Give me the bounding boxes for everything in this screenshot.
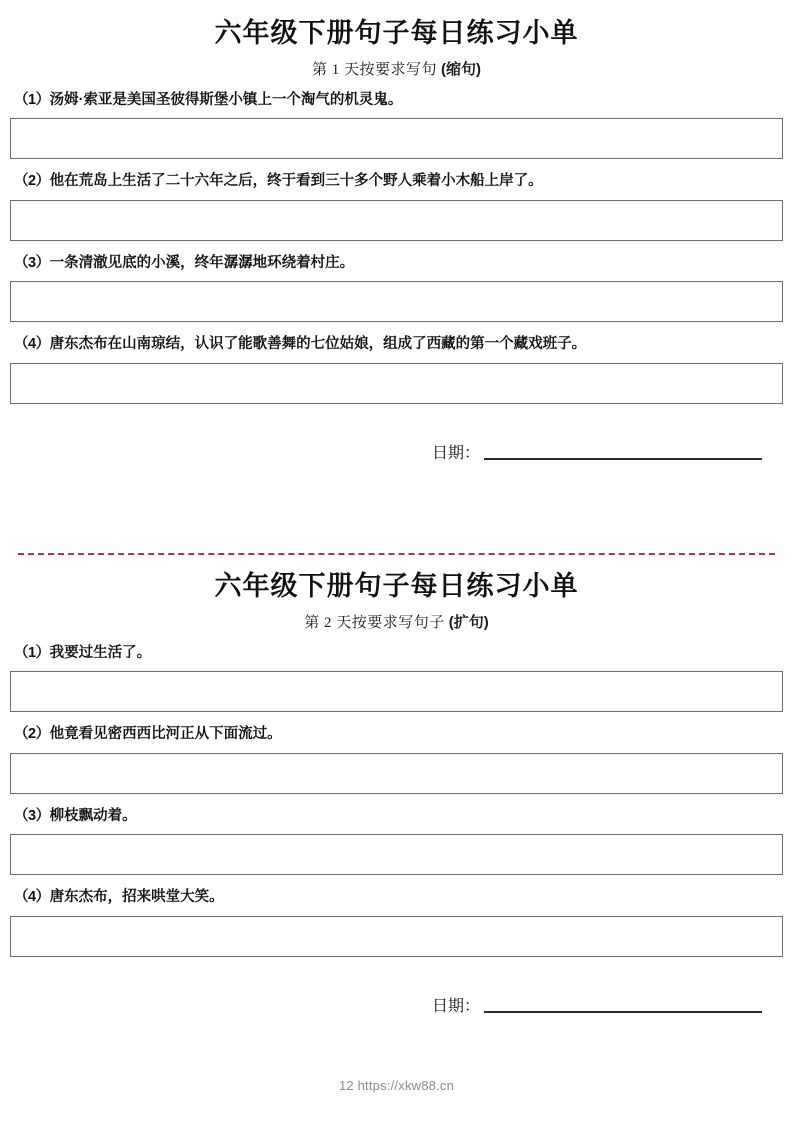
question-body: 他在荒岛上生活了二十六年之后，终于看到三十多个野人乘着小木船上岸了。 [49, 173, 543, 190]
question-text [14, 889, 793, 906]
date-input-line[interactable] [484, 458, 762, 460]
subtitle-main-day2: 第 2 天按要求写句子 [304, 615, 445, 631]
worksheet-section-day1 [0, 0, 793, 462]
worksheet-section-day2 [0, 553, 793, 1015]
date-label: 日期： [432, 444, 481, 462]
question-text [14, 808, 793, 825]
question-item [0, 712, 793, 793]
question-text [14, 173, 793, 190]
question-item [0, 794, 793, 875]
question-body: 我要过生活了。 [49, 645, 152, 661]
answer-box[interactable] [10, 671, 783, 712]
question-item [0, 78, 793, 159]
answer-box[interactable] [10, 916, 783, 957]
question-number: （1） [14, 645, 50, 661]
question-number: （3） [14, 807, 50, 824]
answer-box[interactable] [10, 200, 783, 241]
question-number: （4） [14, 889, 50, 906]
question-number: （1） [14, 92, 50, 108]
question-text [14, 336, 793, 353]
page-title-day1: 六年级下册句子每日练习小单 [214, 18, 579, 48]
question-text [14, 645, 793, 662]
answer-box[interactable] [10, 363, 783, 404]
question-number: （3） [14, 254, 50, 271]
question-number: （4） [14, 336, 50, 353]
date-input-line[interactable] [484, 1011, 762, 1013]
answer-box[interactable] [10, 753, 783, 794]
question-body: 一条清澈见底的小溪，终年潺潺地环绕着村庄。 [49, 254, 355, 271]
question-list-day1 [0, 78, 793, 404]
question-number: （2） [14, 726, 50, 743]
question-body: 唐东杰布，招来哄堂大笑。 [49, 889, 224, 906]
question-item [0, 241, 793, 322]
source-watermark: 12 https://xkw88.cn [338, 1078, 455, 1093]
subtitle-type-day1: (缩句) [441, 61, 481, 78]
question-body: 他竟看见密西西比河正从下面流过。 [49, 726, 282, 743]
question-item [0, 159, 793, 240]
question-body: 柳枝飘动着。 [49, 807, 137, 824]
question-body: 唐东杰布在山南琼结，认识了能歌善舞的七位姑娘，组成了西藏的第一个藏戏班子。 [49, 336, 587, 353]
question-number: （2） [14, 173, 50, 190]
page-title-day2: 六年级下册句子每日练习小单 [214, 571, 579, 601]
page-subtitle-day1 [0, 47, 793, 78]
subtitle-main-day1: 第 1 天按要求写句 [311, 62, 437, 78]
answer-box[interactable] [10, 281, 783, 322]
question-item [0, 631, 793, 712]
question-item [0, 875, 793, 956]
question-text [14, 255, 793, 272]
answer-box[interactable] [10, 118, 783, 159]
question-text [14, 726, 793, 743]
question-text [14, 92, 793, 109]
date-row-day2 [0, 957, 793, 1015]
question-list-day2 [0, 631, 793, 957]
page-subtitle-day2 [0, 600, 793, 631]
date-row-day1 [0, 404, 793, 462]
date-label: 日期： [432, 997, 481, 1015]
question-body: 汤姆·索亚是美国圣彼得斯堡小镇上一个淘气的机灵鬼。 [49, 92, 403, 108]
subtitle-type-day2: (扩句) [448, 614, 489, 631]
answer-box[interactable] [10, 834, 783, 875]
question-item [0, 322, 793, 403]
